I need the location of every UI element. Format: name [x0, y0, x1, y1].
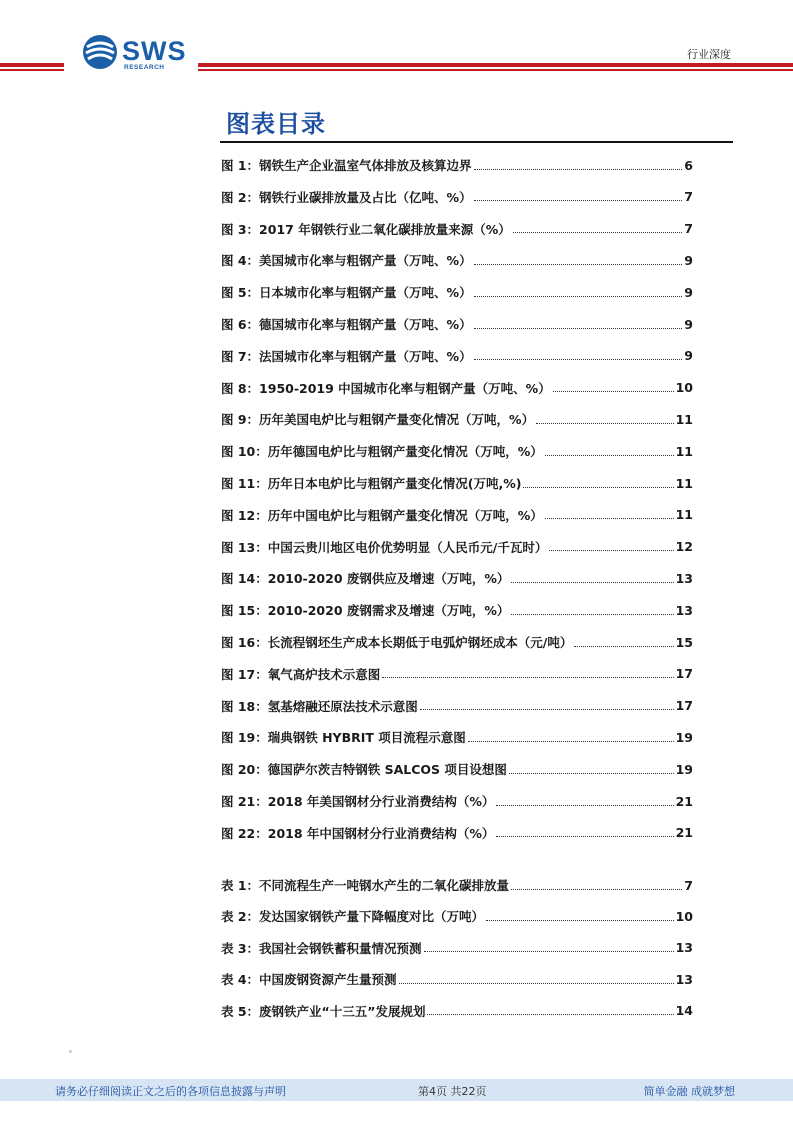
- toc-figure-entry[interactable]: [221, 728, 693, 746]
- toc-figure-entry[interactable]: [221, 760, 693, 778]
- header-divider-left-thin: [0, 69, 64, 71]
- toc-entry-leader: [427, 1000, 673, 1015]
- toc-entry-page: 17: [675, 666, 693, 682]
- toc-entry-label: 图 5：日本城市化率与粗钢产量（万吨、%）: [221, 285, 472, 301]
- toc-entry-leader: [511, 568, 673, 583]
- toc-entry-label: 表 4：中国废钢资源产生量预测: [221, 972, 397, 988]
- toc-entry-label: 图 17：氧气高炉技术示意图: [221, 666, 381, 682]
- toc-entry-label: 图 11：历年日本电炉比与粗钢产量变化情况(万吨,%): [221, 476, 522, 491]
- toc-entry-leader: [399, 969, 674, 984]
- toc-entry-page: 9: [684, 284, 693, 300]
- toc-entry-page: 13: [675, 602, 693, 618]
- toc-entry-label: 图 14：2010-2020 废钢供应及增速（万吨，%）: [221, 571, 510, 587]
- toc-entry-page: 10: [675, 380, 693, 396]
- toc-entry-page: 13: [675, 570, 693, 586]
- toc-entry-leader: [511, 875, 682, 890]
- toc-entry-leader: [523, 473, 673, 488]
- toc-entry-label: 图 2：钢铁行业碳排放量及占比（亿吨、%）: [221, 189, 472, 205]
- toc-entry-page: 11: [675, 443, 693, 459]
- toc-entry-page: 11: [675, 507, 693, 523]
- toc-figure-entry[interactable]: [221, 633, 693, 651]
- toc-figure-entry[interactable]: [221, 188, 693, 206]
- toc-figure-entry[interactable]: [221, 410, 693, 428]
- toc-entry-leader: [496, 822, 673, 837]
- footer-slogan: 简单金融 成就梦想: [643, 1085, 735, 1098]
- toc-entry-label: 图 1：钢铁生产企业温室气体排放及核算边界: [221, 158, 472, 173]
- toc-entry-page: 9: [684, 252, 693, 268]
- sws-logo-icon: [82, 34, 118, 70]
- toc-entry-leader: [549, 536, 673, 551]
- toc-figure-entry[interactable]: [221, 824, 693, 842]
- toc-figure-entry[interactable]: [221, 665, 693, 683]
- toc-entry-page: 11: [675, 475, 693, 491]
- toc-entry-page: 19: [675, 729, 693, 745]
- toc-entry-label: 图 6：德国城市化率与粗钢产量（万吨、%）: [221, 317, 472, 332]
- toc-entry-leader: [536, 409, 674, 424]
- toc-figure-entry[interactable]: [221, 315, 693, 333]
- toc-entry-page: 10: [675, 908, 693, 924]
- footer-disclaimer: 请务必仔细阅读正文之后的各项信息披露与声明: [55, 1085, 286, 1098]
- toc-entry-label: 图 16：长流程钢坯生产成本长期低于电弧炉钢坯成本（元/吨）: [221, 635, 573, 650]
- toc-table-entry[interactable]: [221, 1002, 693, 1020]
- header-divider-left: [0, 63, 64, 67]
- header-divider-right: [198, 63, 793, 67]
- toc-entry-page: 6: [684, 157, 693, 173]
- toc-table-entry[interactable]: [221, 939, 693, 957]
- toc-figure-entry[interactable]: [221, 442, 693, 460]
- toc-entry-page: 12: [675, 539, 693, 555]
- toc-entry-leader: [511, 600, 673, 615]
- toc-entry-leader: [382, 663, 673, 678]
- toc-entry-label: 图 8：1950-2019 中国城市化率与粗钢产量（万吨、%）: [221, 380, 551, 396]
- toc-entry-page: 13: [675, 940, 693, 956]
- toc-entry-leader: [574, 632, 673, 647]
- logo-text: SWS: [122, 36, 187, 66]
- toc-entry-page: 13: [675, 971, 693, 987]
- toc-entry-label: 图 3：2017 年钢铁行业二氧化碳排放量来源（%）: [221, 221, 511, 237]
- toc-figure-entry[interactable]: [221, 538, 693, 556]
- toc-entry-page: 19: [675, 761, 693, 777]
- toc-figure-entry[interactable]: [221, 506, 693, 524]
- footer-page-info: 第4页 共22页: [418, 1085, 487, 1098]
- toc-entry-label: 图 12：历年中国电炉比与粗钢产量变化情况（万吨，%）: [221, 507, 543, 523]
- toc-entry-leader: [486, 906, 674, 921]
- toc-entry-label: 图 18：氢基熔融还原法技术示意图: [221, 698, 418, 714]
- toc-entry-label: 图 15：2010-2020 废钢需求及增速（万吨，%）: [221, 603, 510, 619]
- toc-entry-label: 图 20：德国萨尔茨吉特钢铁 SALCOS 项目设想图: [221, 762, 507, 778]
- header-category-label: 行业深度: [687, 48, 731, 61]
- page-speck: [69, 1050, 72, 1053]
- toc-entry-leader: [468, 727, 674, 742]
- toc-entry-leader: [474, 282, 683, 297]
- toc-entry-leader: [474, 186, 683, 201]
- toc-figure-entry[interactable]: [221, 601, 693, 619]
- toc-entry-label: 表 5：废钢铁产业“十三五”发展规划: [221, 1003, 426, 1019]
- toc-entry-page: 21: [675, 825, 693, 841]
- toc-table-entry[interactable]: [221, 876, 693, 894]
- toc-entry-leader: [424, 937, 674, 952]
- toc-entry-page: 11: [675, 411, 693, 427]
- toc-entry-label: 图 19：瑞典钢铁 HYBRIT 项目流程示意图: [221, 730, 466, 746]
- toc-title: 图表目录: [226, 110, 326, 138]
- toc-table-entry[interactable]: [221, 907, 693, 925]
- toc-table-entry[interactable]: [221, 970, 693, 988]
- toc-entry-page: 9: [684, 348, 693, 364]
- toc-entry-label: 图 21：2018 年美国钢材分行业消费结构（%）: [221, 794, 495, 809]
- header-divider-right-thin: [198, 69, 793, 71]
- toc-entry-leader: [474, 155, 683, 170]
- toc-figure-entry[interactable]: [221, 569, 693, 587]
- toc-entry-label: 表 3：我国社会钢铁蓄积量情况预测: [221, 940, 422, 956]
- toc-figure-entry[interactable]: [221, 347, 693, 365]
- toc-entry-label: 图 13：中国云贵川地区电价优势明显（人民币元/千瓦时）: [221, 539, 548, 555]
- toc-entry-page: 21: [675, 793, 693, 809]
- toc-entry-label: 表 2：发达国家钢铁产量下降幅度对比（万吨）: [221, 909, 485, 925]
- toc-entry-label: 图 22：2018 年中国钢材分行业消费结构（%）: [221, 825, 495, 841]
- toc-entry-label: 图 9：历年美国电炉比与粗钢产量变化情况（万吨，%）: [221, 412, 535, 428]
- toc-entry-leader: [420, 695, 674, 710]
- toc-entry-leader: [545, 441, 674, 456]
- toc-entry-leader: [496, 791, 673, 806]
- toc-figure-entry[interactable]: [221, 220, 693, 238]
- toc-figure-entry[interactable]: [221, 474, 693, 492]
- toc-figure-entry[interactable]: [221, 251, 693, 269]
- toc-entry-page: 7: [684, 189, 693, 205]
- toc-title-rule: [220, 141, 733, 143]
- toc-entry-page: 7: [684, 221, 693, 237]
- toc-figure-entry[interactable]: [221, 283, 693, 301]
- toc-entry-page: 17: [675, 698, 693, 714]
- sws-logo: [82, 34, 202, 74]
- toc-entry-leader: [513, 218, 683, 233]
- toc-figure-entry[interactable]: [221, 156, 693, 174]
- toc-entry-page: 15: [675, 634, 693, 650]
- toc-entry-label: 图 10：历年德国电炉比与粗钢产量变化情况（万吨，%）: [221, 444, 543, 460]
- toc-entry-leader: [474, 314, 683, 329]
- toc-entry-leader: [474, 250, 683, 265]
- logo-subtext: RESEARCH: [124, 64, 165, 71]
- toc-figure-entry[interactable]: [221, 379, 693, 397]
- toc-entry-leader: [509, 759, 674, 774]
- toc-entry-leader: [474, 345, 683, 360]
- toc-entry-label: 图 4：美国城市化率与粗钢产量（万吨、%）: [221, 253, 472, 269]
- toc-figure-entry[interactable]: [221, 697, 693, 715]
- toc-entry-page: 14: [675, 1003, 693, 1019]
- toc-entry-label: 图 7：法国城市化率与粗钢产量（万吨、%）: [221, 348, 472, 364]
- toc-entry-page: 7: [684, 877, 693, 893]
- toc-figure-entry[interactable]: [221, 792, 693, 810]
- toc-entry-label: 表 1：不同流程生产一吨钢水产生的二氧化碳排放量: [221, 878, 510, 893]
- toc-entry-leader: [545, 504, 674, 519]
- toc-entry-leader: [553, 377, 674, 392]
- toc-entry-page: 9: [684, 316, 693, 332]
